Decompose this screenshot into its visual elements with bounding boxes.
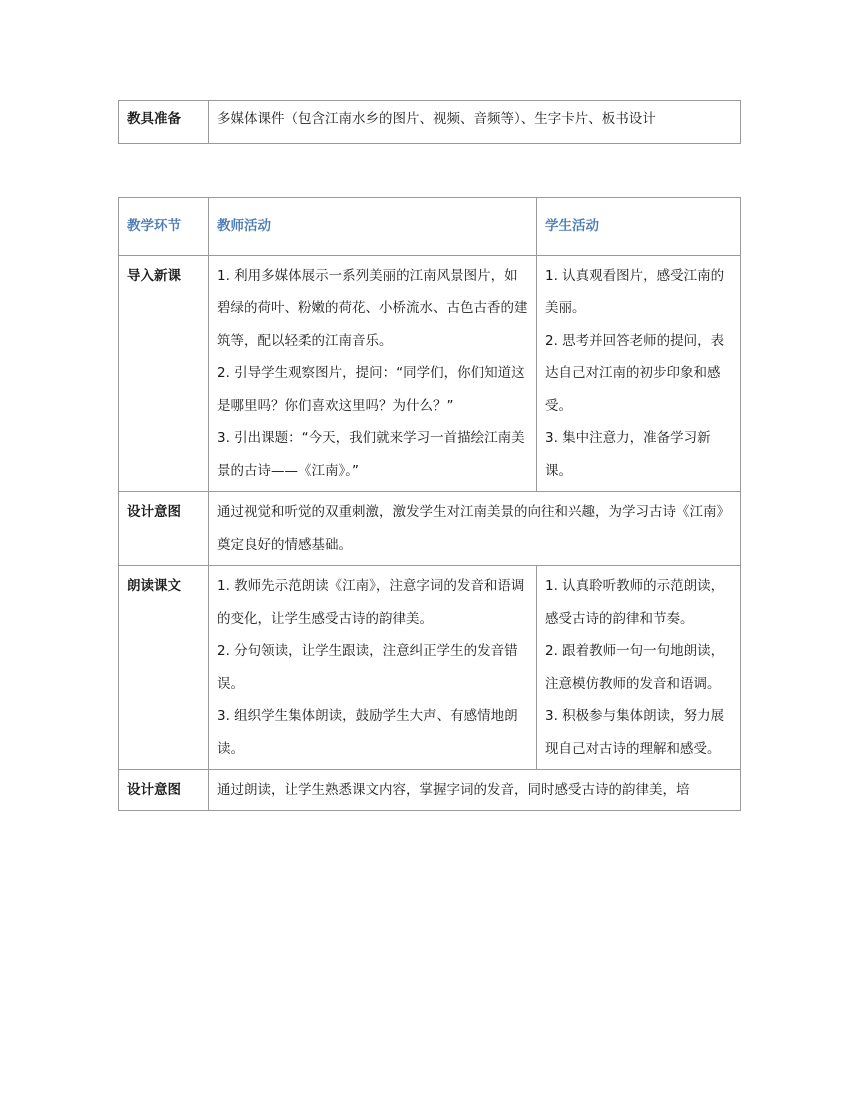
reading-row (119, 566, 741, 770)
intro-row (119, 255, 741, 492)
design-intent-label: 设计意图 (119, 492, 209, 566)
reading-teacher-item: 3. 组织学生集体朗读，鼓励学生大声、有感情地朗读。 (217, 708, 518, 757)
reading-student-item: 1. 认真聆听教师的示范朗读，感受古诗的韵律和节奏。 (545, 578, 725, 627)
header-stage: 教学环节 (119, 198, 209, 256)
reading-teacher-item: 1. 教师先示范朗读《江南》，注意字词的发音和语调的变化，让学生感受古诗的韵律美。 (217, 578, 525, 627)
intro-teacher-item: 2. 引导学生观察图片，提问：“同学们，你们知道这是哪里吗？你们喜欢这里吗？为什么？” (217, 365, 525, 414)
reading-teacher-cell (209, 566, 537, 770)
design-intent-row (119, 492, 741, 566)
intro-teacher-item: 1. 利用多媒体展示一系列美丽的江南风景图片，如碧绿的荷叶、粉嫩的荷花、小桥流水、古色古香的建筑等，配以轻柔的江南音乐。 (217, 267, 528, 349)
design-intent-text: 通过视觉和听觉的双重刺激，激发学生对江南美景的向往和兴趣，为学习古诗《江南》奠定良好的情感基础。 (209, 492, 741, 566)
header-row (119, 198, 741, 256)
intro-student-item: 3. 集中注意力，准备学习新课。 (545, 430, 711, 479)
reading-stage: 朗读课文 (119, 566, 209, 770)
materials-table (118, 100, 741, 144)
design-intent-text-2: 通过朗读，让学生熟悉课文内容，掌握字词的发音，同时感受古诗的韵律美，培 (209, 770, 741, 811)
materials-row (119, 101, 741, 144)
reading-teacher-item: 2. 分句领读，让学生跟读，注意纠正学生的发音错误。 (217, 643, 518, 692)
intro-teacher-cell (209, 255, 537, 492)
lesson-plan-table (118, 197, 741, 811)
reading-student-item: 3. 积极参与集体朗读，努力展现自己对古诗的理解和感受。 (545, 708, 725, 757)
design-intent-row-2 (119, 770, 741, 811)
header-teacher: 教师活动 (209, 198, 537, 256)
intro-student-item: 1. 认真观看图片，感受江南的美丽。 (545, 267, 725, 316)
reading-student-cell (537, 566, 741, 770)
intro-student-item: 2. 思考并回答老师的提问，表达自己对江南的初步印象和感受。 (545, 332, 725, 414)
intro-teacher-item: 3. 引出课题：“今天，我们就来学习一首描绘江南美景的古诗——《江南》。” (217, 430, 525, 479)
design-intent-label-2: 设计意图 (119, 770, 209, 811)
intro-stage: 导入新课 (119, 255, 209, 492)
materials-label: 教具准备 (119, 101, 209, 144)
intro-student-cell (537, 255, 741, 492)
header-student: 学生活动 (537, 198, 741, 256)
reading-student-item: 2. 跟着教师一句一句地朗读，注意模仿教师的发音和语调。 (545, 643, 725, 692)
materials-content: 多媒体课件（包含江南水乡的图片、视频、音频等）、生字卡片、板书设计 (209, 101, 741, 144)
